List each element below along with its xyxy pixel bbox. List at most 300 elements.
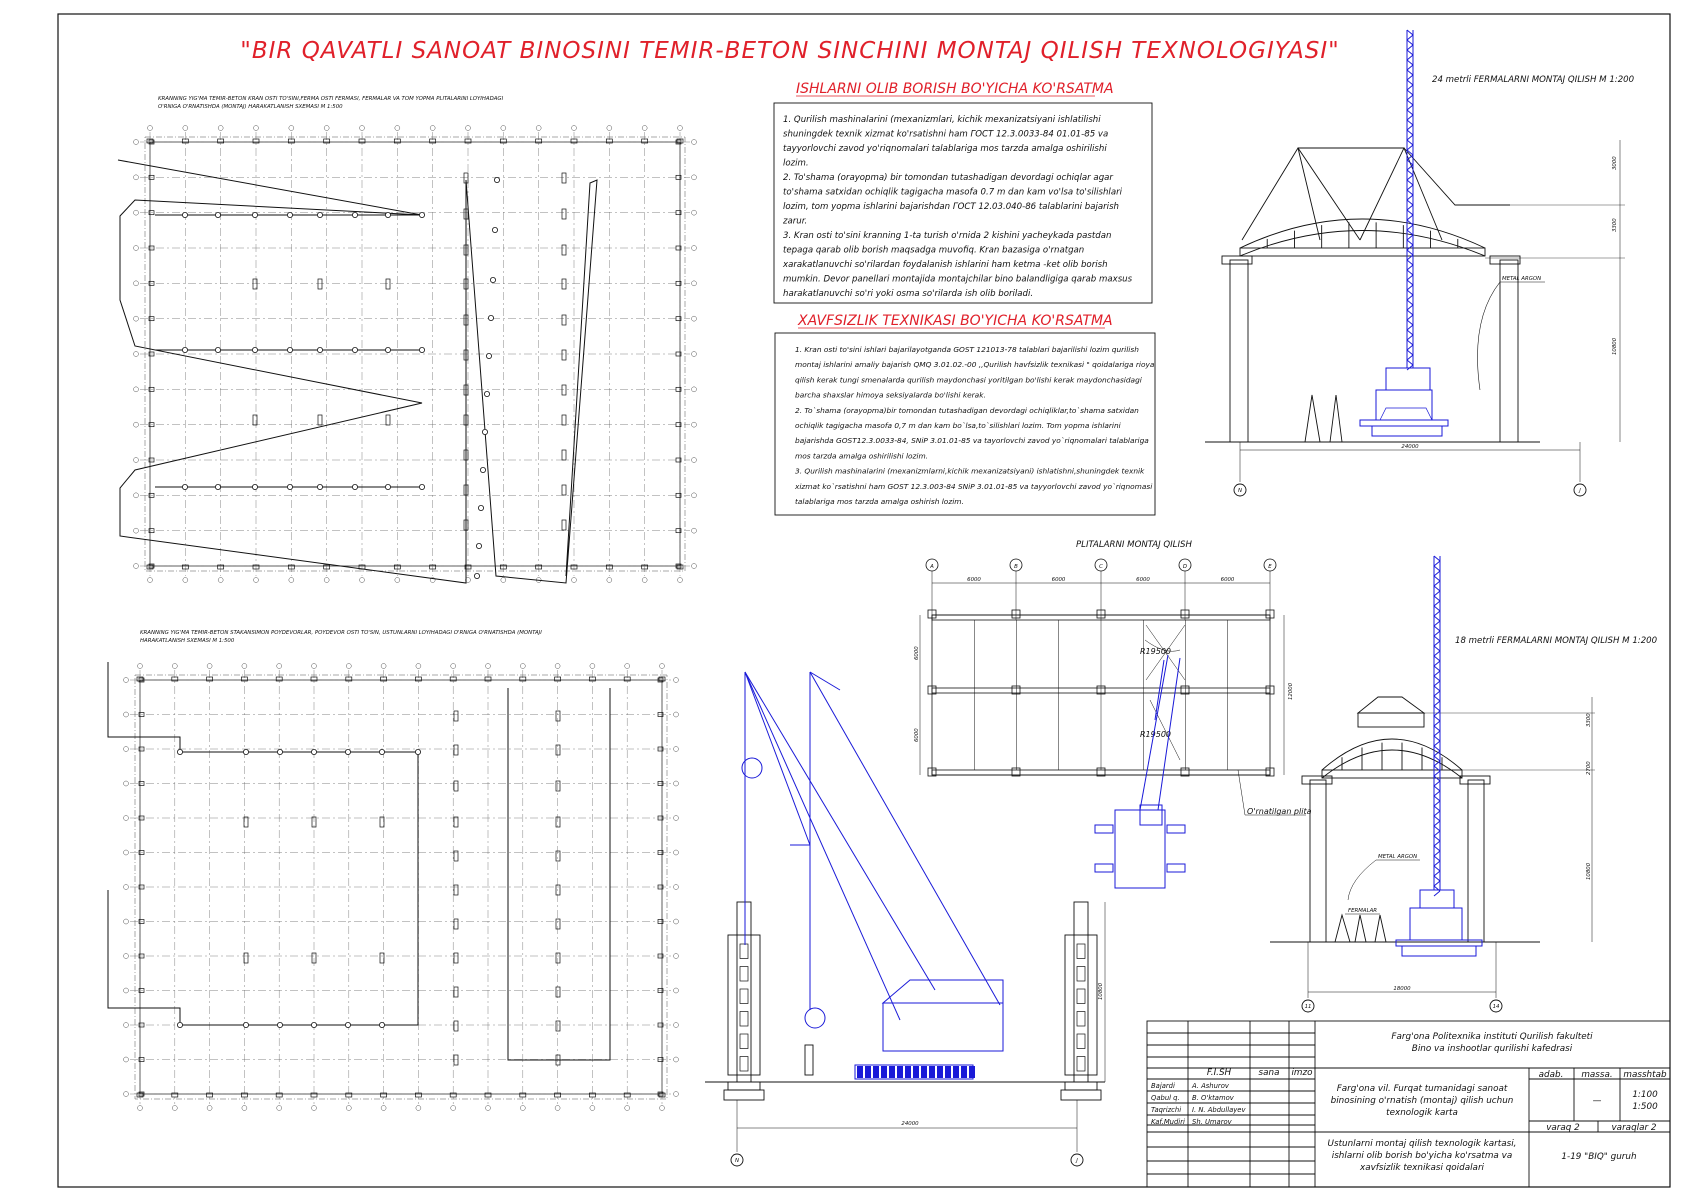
truss24-dim-h2: 3300 bbox=[1612, 218, 1618, 232]
grid-axis-bubble bbox=[692, 210, 697, 215]
crane-stop bbox=[345, 1022, 350, 1027]
crane-stop bbox=[488, 315, 493, 320]
tb-sheets: varaqlar 2 bbox=[1611, 1123, 1657, 1133]
mast-lattice bbox=[1407, 235, 1413, 240]
grid-axis-bubble bbox=[324, 126, 329, 131]
column-mounting-drawing bbox=[705, 902, 1105, 1166]
mast-lattice bbox=[1407, 320, 1413, 325]
crane-stop bbox=[252, 212, 257, 217]
grid-axis-bubble bbox=[124, 1092, 129, 1097]
instruction-line: lozim. bbox=[783, 158, 809, 169]
slab-span-dim: 6000 bbox=[1220, 577, 1235, 583]
column-mark bbox=[244, 953, 248, 963]
track-link bbox=[945, 1066, 951, 1078]
mobile-crane-plan-view bbox=[1095, 655, 1185, 888]
mast-lattice bbox=[1407, 105, 1413, 110]
grid-axis-bubble bbox=[501, 578, 506, 583]
mast-lattice bbox=[1434, 786, 1440, 791]
tb-role-name: A. Ashurov bbox=[1192, 1082, 1229, 1090]
tb-project-3: texnologik karta bbox=[1386, 1108, 1458, 1118]
mast-lattice bbox=[1407, 95, 1413, 100]
mast-lattice bbox=[1407, 220, 1413, 225]
column-mark bbox=[253, 415, 257, 425]
grid-axis-bubble bbox=[486, 1106, 491, 1111]
column-mark bbox=[556, 885, 560, 895]
slabs-installed-label: O'rnatilgan plita bbox=[1247, 807, 1312, 816]
column-dim-span: 24000 bbox=[901, 1121, 919, 1127]
mast-lattice bbox=[1434, 781, 1440, 786]
column-mark bbox=[386, 279, 390, 289]
mast-lattice bbox=[1407, 290, 1413, 295]
crawler-crane bbox=[742, 672, 1003, 1079]
grid-axis-bubble bbox=[678, 126, 683, 131]
truss24-dim-h1: 3000 bbox=[1612, 156, 1618, 170]
truss18-fermalar-label: FERMALAR bbox=[1348, 908, 1378, 914]
mast-lattice bbox=[1434, 611, 1440, 616]
mast-lattice bbox=[1434, 771, 1440, 776]
crane-stop bbox=[287, 212, 292, 217]
mast-lattice bbox=[1407, 65, 1413, 70]
grid-axis-bubble bbox=[124, 1057, 129, 1062]
mast-lattice bbox=[1434, 801, 1440, 806]
track-link bbox=[889, 1066, 895, 1078]
mast-lattice bbox=[1434, 726, 1440, 731]
column-mark bbox=[562, 485, 566, 495]
mast-lattice bbox=[1407, 175, 1413, 180]
grid-axis-bubble bbox=[692, 281, 697, 286]
crane-stop bbox=[277, 749, 282, 754]
crane-stop bbox=[385, 484, 390, 489]
column-mark bbox=[556, 953, 560, 963]
grid-axis-bubble bbox=[674, 678, 679, 683]
instruction-line: to'shama satxidan ochiqlik tagigacha masofa 0.7 m dan kam vo'lsa to'silishlari bbox=[783, 187, 1122, 198]
mast-lattice bbox=[1434, 846, 1440, 851]
safety-line: bajarishda GOST12.3.0033-84, SNiP 3.01.01-85 va tayorlovchi zavod yo`riqnomalari talablariga bbox=[795, 436, 1149, 446]
mast-lattice bbox=[1407, 240, 1413, 245]
grid-axis-bubble bbox=[254, 578, 259, 583]
mast-lattice bbox=[1407, 100, 1413, 105]
instruction-line: xarakatlanuvchi so'rilardan foydalanish ishlarini ham ketma -ket olib borish bbox=[783, 260, 1108, 270]
tb-mass-value: — bbox=[1592, 1096, 1602, 1106]
column-mark bbox=[386, 415, 390, 425]
mast-lattice bbox=[1407, 210, 1413, 215]
mast-lattice bbox=[1407, 315, 1413, 320]
mast-lattice bbox=[1407, 325, 1413, 330]
slab-axis-label: E bbox=[1268, 564, 1272, 570]
grid-axis-bubble bbox=[138, 1106, 143, 1111]
tb-role-label: Taqrizchi bbox=[1151, 1106, 1182, 1114]
crane-stop bbox=[490, 277, 495, 282]
track-link bbox=[929, 1066, 935, 1078]
column-mark bbox=[562, 209, 566, 219]
column-mark bbox=[556, 919, 560, 929]
grid-axis-bubble bbox=[183, 126, 188, 131]
mast-lattice bbox=[1434, 706, 1440, 711]
grid-axis-bubble bbox=[692, 564, 697, 569]
mast-lattice bbox=[1434, 561, 1440, 566]
grid-axis-bubble bbox=[324, 578, 329, 583]
bottom-plan-caption-1: KRANNING YIG'MA TEMIR-BETON STAKANSIMON POYDEVORLAR, POYDEVOR OSTI TO'SIN, USTUNLARNI LOYIHADAGI O'RNIGA O'RNATISHDA (MONTAJI bbox=[140, 630, 542, 636]
mast-lattice bbox=[1407, 280, 1413, 285]
mast-lattice bbox=[1407, 45, 1413, 50]
slabs-dim-v2: 6000 bbox=[914, 728, 920, 742]
crane-stop bbox=[345, 749, 350, 754]
crane-stop bbox=[311, 1022, 316, 1027]
tb-sheet: varaq 2 bbox=[1546, 1123, 1580, 1133]
grid-axis-bubble bbox=[218, 578, 223, 583]
safety-line: talablariga mos tarzda amalga oshirish lozim. bbox=[795, 497, 964, 506]
slab-axis-label: D bbox=[1182, 564, 1188, 570]
slab-span-dim: 6000 bbox=[967, 577, 981, 583]
track-link bbox=[905, 1066, 911, 1078]
track-link bbox=[897, 1066, 903, 1078]
column-mark bbox=[454, 1055, 458, 1065]
crane-stop bbox=[494, 177, 499, 182]
grid-axis-bubble bbox=[607, 126, 612, 131]
grid-axis-bubble bbox=[381, 664, 386, 669]
grid-axis-bubble bbox=[148, 578, 153, 583]
grid-axis-bubble bbox=[674, 1023, 679, 1028]
grid-axis-bubble bbox=[183, 578, 188, 583]
tb-scale-1: 1:100 bbox=[1632, 1090, 1658, 1100]
mast-lattice bbox=[1407, 295, 1413, 300]
tb-col-sign: sana bbox=[1258, 1068, 1280, 1078]
column-segment bbox=[740, 944, 748, 959]
crane-stop bbox=[177, 749, 182, 754]
grid-axis-bubble bbox=[590, 1106, 595, 1111]
column-mark bbox=[454, 781, 458, 791]
column-mark bbox=[454, 987, 458, 997]
bottom-plan-caption-2: HARAKATLANISH SXEMASI M 1:500 bbox=[140, 638, 235, 644]
mast-lattice bbox=[1407, 355, 1413, 360]
column-mark bbox=[454, 885, 458, 895]
crane-stop bbox=[215, 484, 220, 489]
mast-lattice bbox=[1434, 721, 1440, 726]
column-mark bbox=[454, 1021, 458, 1031]
instructions-heading: ISHLARNI OLIB BORISH BO'YICHA KO'RSATMA bbox=[796, 81, 1114, 97]
safety-line: 2. To`shama (orayopma)bir tomondan tutashadigan devordagi ochiqliklar,to`shama satxidan bbox=[795, 405, 1139, 415]
safety-line: xizmat ko`rsatishni ham GOST 12.3.003-84 SNiP 3.01.01-85 va tayyorlovchi zavod yo`riqnomasi bbox=[795, 481, 1153, 491]
column-mark bbox=[318, 279, 322, 289]
grid-axis-bubble bbox=[124, 781, 129, 786]
column-axis-right: J bbox=[1076, 1158, 1078, 1164]
instruction-line: harakatlanuvchi so'ri yoki osma so'rilarda ish olib boriladi. bbox=[783, 289, 1034, 299]
tower-crane-18m bbox=[1396, 556, 1482, 956]
mast-lattice bbox=[1407, 125, 1413, 130]
instruction-line: tepaga qarab olib borish maqsadga muvofiq. Kran bazasiga o'rnatgan bbox=[783, 245, 1085, 256]
mast-lattice bbox=[1407, 250, 1413, 255]
grid-axis-bubble bbox=[555, 664, 560, 669]
mast-lattice bbox=[1407, 300, 1413, 305]
mast-lattice bbox=[1434, 841, 1440, 846]
tb-role-label: Kaf.Mudiri bbox=[1151, 1118, 1185, 1126]
grid-axis-bubble bbox=[625, 664, 630, 669]
grid-axis-bubble bbox=[466, 126, 471, 131]
column-mark bbox=[556, 1021, 560, 1031]
slab-axis-label: B bbox=[1014, 564, 1018, 570]
grid-axis-bubble bbox=[692, 458, 697, 463]
mast-lattice bbox=[1407, 270, 1413, 275]
mast-lattice bbox=[1434, 696, 1440, 701]
column-axis-left: N bbox=[734, 1158, 740, 1164]
mast-lattice bbox=[1434, 581, 1440, 586]
grid-axis-bubble bbox=[416, 664, 421, 669]
slab-mounting-diagram bbox=[914, 540, 1312, 816]
safety-block bbox=[775, 313, 1155, 515]
grid-axis-bubble bbox=[536, 126, 541, 131]
mast-lattice bbox=[1434, 871, 1440, 876]
tb-role-name: I. N. Abdullayev bbox=[1192, 1106, 1246, 1114]
mast-lattice bbox=[1407, 225, 1413, 230]
track-link bbox=[961, 1066, 967, 1078]
tb-institute-2: Bino va inshootlar qurilishi kafedrasi bbox=[1411, 1044, 1573, 1054]
mast-lattice bbox=[1407, 120, 1413, 125]
safety-line: ochiqlik tagigacha masofa 0,7 m dan kam bo`lsa,to`silishlari lozim. Tom yopma ishlarini bbox=[795, 421, 1121, 430]
column-mark bbox=[556, 987, 560, 997]
mast-lattice bbox=[1407, 350, 1413, 355]
column-mark bbox=[562, 520, 566, 530]
crane-stop bbox=[243, 1022, 248, 1027]
column-mark bbox=[454, 711, 458, 721]
column-mark bbox=[556, 817, 560, 827]
column-mark bbox=[454, 953, 458, 963]
slab-axis-label: A bbox=[930, 564, 934, 570]
grid-axis-bubble bbox=[486, 664, 491, 669]
mast-lattice bbox=[1407, 50, 1413, 55]
mast-lattice bbox=[1434, 866, 1440, 871]
grid-axis-bubble bbox=[674, 1092, 679, 1097]
mast-lattice bbox=[1407, 190, 1413, 195]
track-link bbox=[921, 1066, 927, 1078]
mast-lattice bbox=[1407, 130, 1413, 135]
tb-drawing-2: ishlarni olib borish bo'yicha ko'rsatma va bbox=[1331, 1151, 1513, 1161]
truss24-metal-label: METAL ARGON bbox=[1502, 276, 1542, 282]
crane-stop bbox=[317, 212, 322, 217]
mast-lattice bbox=[1407, 110, 1413, 115]
mast-lattice bbox=[1434, 731, 1440, 736]
mast-lattice bbox=[1434, 711, 1440, 716]
crane-stop bbox=[419, 484, 424, 489]
track-link bbox=[873, 1066, 879, 1078]
grid-axis-bubble bbox=[218, 126, 223, 131]
crane-stop bbox=[379, 749, 384, 754]
crane-stop bbox=[419, 347, 424, 352]
tb-col-date: imzo bbox=[1291, 1068, 1313, 1078]
grid-axis-bubble bbox=[692, 316, 697, 321]
slabs-radius-2: R19500 bbox=[1140, 730, 1172, 739]
slabs-radius-1: R19500 bbox=[1140, 647, 1172, 656]
grid-axis-bubble bbox=[451, 664, 456, 669]
column-dim-height: 10800 bbox=[1098, 982, 1104, 1000]
tb-drawing-3: xavfsizlik texnikasi qoidalari bbox=[1360, 1163, 1484, 1173]
crane-stop bbox=[478, 505, 483, 510]
truss18-dim-h3: 10800 bbox=[1586, 862, 1592, 880]
crane-path bbox=[118, 160, 597, 583]
mast-lattice bbox=[1407, 85, 1413, 90]
mast-lattice bbox=[1434, 806, 1440, 811]
grid-axis-bubble bbox=[124, 816, 129, 821]
mast-lattice bbox=[1407, 55, 1413, 60]
top-plan-caption-1: KRANNING YIG'MA TEMIR-BETON KRAN OSTI TO'SINI,FERMA OSTI FERMASI, FERMALAR VA TOM YOPMA PLITALARINI LOYIHADAGI bbox=[158, 96, 504, 102]
grid-axis-bubble bbox=[572, 126, 577, 131]
grid-axis-bubble bbox=[148, 126, 153, 131]
mast-lattice bbox=[1434, 661, 1440, 666]
crane-stop bbox=[385, 212, 390, 217]
crane-stop bbox=[182, 212, 187, 217]
grid-axis-bubble bbox=[172, 664, 177, 669]
mast-lattice bbox=[1434, 876, 1440, 881]
grid-axis-bubble bbox=[395, 578, 400, 583]
mast-lattice bbox=[1434, 811, 1440, 816]
mast-lattice bbox=[1407, 260, 1413, 265]
tb-role-label: Qabul q. bbox=[1151, 1094, 1180, 1102]
grid-axis-bubble bbox=[134, 564, 139, 569]
tb-drawing-1: Ustunlarni montaj qilish texnologik kartasi, bbox=[1327, 1139, 1517, 1149]
mast-lattice bbox=[1434, 636, 1440, 641]
grid-axis-bubble bbox=[692, 352, 697, 357]
column-mark bbox=[562, 315, 566, 325]
grid-axis-bubble bbox=[134, 175, 139, 180]
grid-axis-bubble bbox=[124, 919, 129, 924]
instruction-line: zarur. bbox=[783, 216, 808, 227]
grid-axis-bubble bbox=[134, 246, 139, 251]
crane-path bbox=[508, 688, 610, 1060]
grid-axis-bubble bbox=[674, 885, 679, 890]
safety-heading: XAVFSIZLIK TEXNIKASI BO'YICHA KO'RSATMA bbox=[798, 313, 1113, 329]
truss24-dim-h3: 10800 bbox=[1612, 337, 1618, 355]
truss18-dim-h2: 2700 bbox=[1586, 761, 1592, 775]
mast-lattice bbox=[1407, 135, 1413, 140]
grid-axis-bubble bbox=[660, 1106, 665, 1111]
column-mark bbox=[562, 350, 566, 360]
grid-axis-bubble bbox=[124, 988, 129, 993]
tb-project-1: Farg'ona vil. Furqat tumanidagi sanoat bbox=[1336, 1084, 1508, 1094]
mast-lattice bbox=[1434, 776, 1440, 781]
column-mark bbox=[556, 711, 560, 721]
mast-lattice bbox=[1434, 651, 1440, 656]
mast-lattice bbox=[1407, 345, 1413, 350]
tb-col-name: F.I.SH bbox=[1206, 1068, 1232, 1078]
grid-axis-bubble bbox=[312, 1106, 317, 1111]
column-segment bbox=[740, 989, 748, 1004]
mast-lattice bbox=[1434, 826, 1440, 831]
mast-lattice bbox=[1434, 691, 1440, 696]
column-segment bbox=[1077, 989, 1085, 1004]
grid-axis-bubble bbox=[138, 664, 143, 669]
grid-axis-bubble bbox=[674, 781, 679, 786]
slabs-dim-v1: 6000 bbox=[914, 646, 920, 660]
mast-lattice bbox=[1407, 145, 1413, 150]
grid-axis-bubble bbox=[124, 747, 129, 752]
mast-lattice bbox=[1407, 60, 1413, 65]
column-mark bbox=[562, 385, 566, 395]
mast-lattice bbox=[1407, 265, 1413, 270]
mast-lattice bbox=[1407, 170, 1413, 175]
grid-axis-bubble bbox=[134, 387, 139, 392]
grid-axis-bubble bbox=[124, 1023, 129, 1028]
mast-lattice bbox=[1434, 596, 1440, 601]
slabs-dim-v3: 12000 bbox=[1288, 682, 1294, 700]
crane-stop bbox=[287, 484, 292, 489]
column-mark bbox=[562, 173, 566, 183]
column-mark bbox=[454, 745, 458, 755]
grid-axis-bubble bbox=[692, 140, 697, 145]
track-link bbox=[857, 1066, 863, 1078]
mast-lattice bbox=[1407, 245, 1413, 250]
mast-lattice bbox=[1434, 686, 1440, 691]
crane-stop bbox=[243, 749, 248, 754]
crane-stop bbox=[277, 1022, 282, 1027]
grid-axis-bubble bbox=[590, 664, 595, 669]
mast-lattice bbox=[1434, 666, 1440, 671]
crane-stop bbox=[311, 749, 316, 754]
crane-stop bbox=[482, 429, 487, 434]
grid-axis-bubble bbox=[430, 126, 435, 131]
slabs-title: PLITALARNI MONTAJ QILISH bbox=[1076, 540, 1192, 550]
mast-lattice bbox=[1434, 556, 1440, 561]
mast-lattice bbox=[1434, 821, 1440, 826]
crane-stop bbox=[182, 347, 187, 352]
mast-lattice bbox=[1434, 641, 1440, 646]
instructions-block bbox=[774, 81, 1152, 303]
mast-lattice bbox=[1407, 75, 1413, 80]
grid-axis-bubble bbox=[242, 1106, 247, 1111]
track-link bbox=[937, 1066, 943, 1078]
track-link bbox=[865, 1066, 871, 1078]
safety-line: 3. Qurilish mashinalarini (mexanizmlarni,kichik mexanizatsiyani) ishlatishni,shuningdek texnik bbox=[795, 466, 1145, 476]
truss18-title: 18 metrli FERMALARNI MONTAJ QILISH M 1:200 bbox=[1455, 636, 1658, 646]
tb-h-mass: massa. bbox=[1581, 1070, 1613, 1080]
slab-span-dim: 6000 bbox=[1051, 577, 1066, 583]
mast-lattice bbox=[1434, 676, 1440, 681]
crane-stop bbox=[317, 347, 322, 352]
crane-stop bbox=[215, 212, 220, 217]
truss24-title: 24 metrli FERMALARNI MONTAJ QILISH M 1:200 bbox=[1432, 75, 1635, 85]
column-mark bbox=[562, 279, 566, 289]
mast-lattice bbox=[1407, 160, 1413, 165]
instruction-line: mumkin. Devor panellari montajida montajchilar bino balandligiga qarab maxsus bbox=[783, 274, 1133, 285]
grid-axis-bubble bbox=[642, 578, 647, 583]
grid-axis-bubble bbox=[134, 458, 139, 463]
crane-stop bbox=[415, 749, 420, 754]
crane-stop bbox=[287, 347, 292, 352]
crane-path bbox=[108, 662, 418, 1025]
column-mark bbox=[454, 817, 458, 827]
crane-stop bbox=[419, 212, 424, 217]
mast-lattice bbox=[1407, 140, 1413, 145]
column-mark bbox=[556, 781, 560, 791]
grid-axis-bubble bbox=[692, 528, 697, 533]
truss18-metal-label: METAL ARGON bbox=[1378, 854, 1418, 860]
column-segment bbox=[740, 1012, 748, 1027]
grid-axis-bubble bbox=[172, 1106, 177, 1111]
grid-axis-bubble bbox=[134, 528, 139, 533]
grid-axis-bubble bbox=[520, 1106, 525, 1111]
mast-lattice bbox=[1434, 576, 1440, 581]
mast-lattice bbox=[1407, 115, 1413, 120]
mast-lattice bbox=[1407, 200, 1413, 205]
grid-axis-bubble bbox=[124, 850, 129, 855]
tb-role-name: Sh. Umarov bbox=[1192, 1118, 1232, 1126]
mast-lattice bbox=[1407, 360, 1413, 365]
grid-axis-bubble bbox=[692, 493, 697, 498]
grid-axis-bubble bbox=[520, 664, 525, 669]
grid-axis-bubble bbox=[134, 422, 139, 427]
bottom-plan-diagram bbox=[108, 630, 679, 1111]
crane-stop bbox=[352, 212, 357, 217]
mast-lattice bbox=[1434, 791, 1440, 796]
crane-stop bbox=[480, 467, 485, 472]
